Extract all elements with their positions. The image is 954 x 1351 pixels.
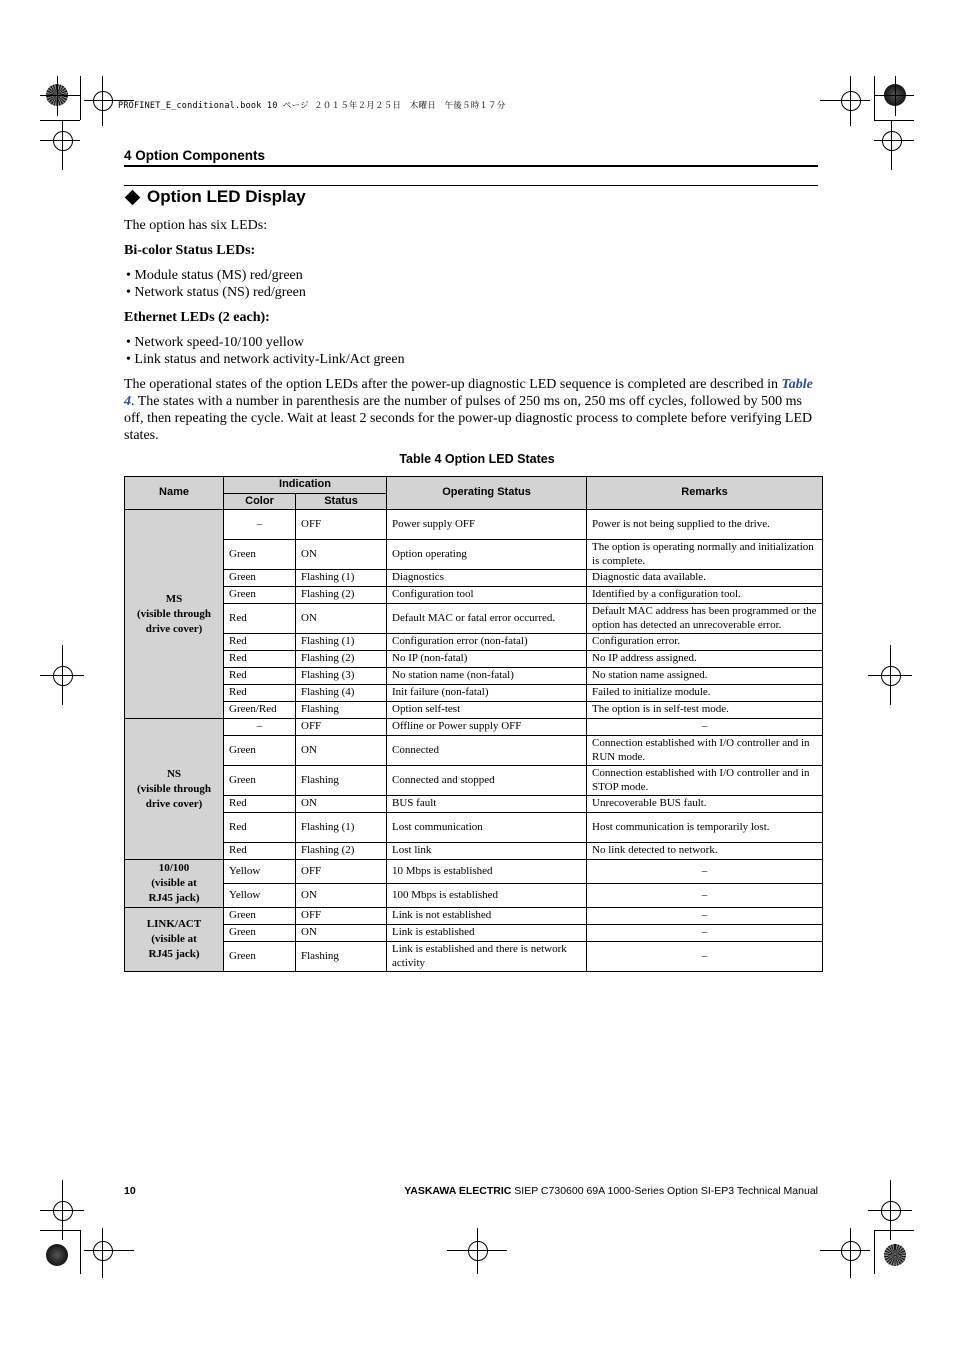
color-cell: Green [224, 570, 296, 587]
remarks-cell: – [587, 908, 823, 925]
led-name-line: RJ45 jack) [148, 892, 200, 904]
led-name-line: MS [165, 592, 183, 605]
table-row [125, 766, 823, 796]
remarks-cell: The option is in self-test mode. [587, 702, 823, 719]
operating-status-cell: Connected [387, 736, 587, 766]
table-row [125, 587, 823, 604]
paragraph-text: The operational states of the option LEDs after the power-up diagnostic LED sequence is completed are described in [124, 377, 782, 392]
led-name-line: drive cover) [145, 622, 203, 635]
color-cell: Green [224, 942, 296, 972]
color-cell: Red [224, 843, 296, 860]
crosshair-icon [841, 1241, 861, 1261]
remarks-cell: Failed to initialize module. [587, 685, 823, 702]
remarks-cell: – [587, 925, 823, 942]
table-4-link[interactable]: Table 4 [124, 377, 813, 409]
table-row [125, 843, 823, 860]
operating-status-cell: 100 Mbps is established [387, 884, 587, 908]
table-row [125, 908, 823, 925]
table-row [125, 736, 823, 766]
operating-status-cell: Offline or Power supply OFF [387, 719, 587, 736]
remarks-cell: Unrecoverable BUS fault. [587, 796, 823, 813]
table-row [125, 634, 823, 651]
table-row [125, 540, 823, 570]
status-cell: Flashing (1) [296, 813, 387, 843]
status-cell: ON [296, 540, 387, 570]
table-row [125, 884, 823, 908]
operating-status-cell: No station name (non-fatal) [387, 668, 587, 685]
operating-status-cell: Link is established [387, 925, 587, 942]
header-operating-status: Operating Status [387, 477, 587, 510]
table-row [125, 668, 823, 685]
remarks-cell: Configuration error. [587, 634, 823, 651]
diamond-bullet-icon [125, 189, 141, 205]
color-cell: – [224, 510, 296, 540]
operating-status-cell: Configuration tool [387, 587, 587, 604]
page-title-row [124, 187, 306, 207]
intro-text: The option has six LEDs: [124, 218, 268, 233]
bicolor-heading: Bi-color Status LEDs: [124, 243, 256, 258]
led-name-line: RJ45 jack) [148, 948, 200, 960]
file-header: PROFINET_E_conditional.book 10 ページ ２０１５年２月２５日 木曜日 午後５時１７分 [118, 101, 506, 111]
remarks-cell: Connection established with I/O controller and in STOP mode. [587, 766, 823, 796]
color-cell: Yellow [224, 884, 296, 908]
operating-status-cell: Option operating [387, 540, 587, 570]
table-row [125, 860, 823, 884]
operating-status-cell: Power supply OFF [387, 510, 587, 540]
paragraph-text: . The states with a number in parenthesis are the number of pulses of 250 ms on, 250 ms off cycles, followed by 500 ms off, then repeating the cycle. Wait at least 2 seconds for the power-up diagnostic process to complete before verifying LED states. [124, 394, 813, 443]
led-name-line: (visible at [151, 933, 197, 945]
operating-status-cell: Option self-test [387, 702, 587, 719]
status-cell: OFF [296, 510, 387, 540]
color-cell: Red [224, 685, 296, 702]
color-cell: Green [224, 540, 296, 570]
remarks-cell: Diagnostic data available. [587, 570, 823, 587]
led-name-line: NS [166, 767, 182, 780]
table-row [125, 651, 823, 668]
crosshair-icon [881, 666, 901, 686]
led-name-line: (visible at [151, 877, 197, 889]
status-cell: Flashing [296, 702, 387, 719]
table-row [125, 719, 823, 736]
remarks-cell: – [587, 719, 823, 736]
status-cell: Flashing (1) [296, 634, 387, 651]
operating-status-cell: Connected and stopped [387, 766, 587, 796]
operating-status-cell: Init failure (non-fatal) [387, 685, 587, 702]
table-row [125, 942, 823, 972]
ethernet-heading: Ethernet LEDs (2 each): [124, 310, 270, 325]
led-name-cell [125, 510, 224, 719]
crosshair-icon [841, 91, 861, 111]
crosshair-icon [53, 666, 73, 686]
description-paragraph [124, 376, 816, 444]
status-cell: OFF [296, 908, 387, 925]
status-cell: ON [296, 925, 387, 942]
color-cell: Red [224, 668, 296, 685]
color-cell: Green [224, 587, 296, 604]
table-row [125, 925, 823, 942]
status-cell: ON [296, 796, 387, 813]
status-cell: Flashing (2) [296, 587, 387, 604]
operating-status-cell: Configuration error (non-fatal) [387, 634, 587, 651]
color-cell: Red [224, 651, 296, 668]
remarks-cell: The option is operating normally and initialization is complete. [587, 540, 823, 570]
crosshair-icon [53, 131, 73, 151]
crosshair-icon [93, 91, 113, 111]
list-item: • Network status (NS) red/green [126, 284, 306, 301]
color-cell: Yellow [224, 860, 296, 884]
operating-status-cell: 10 Mbps is established [387, 860, 587, 884]
title-rule [124, 185, 818, 186]
led-states-table [124, 476, 823, 972]
color-cell: Red [224, 796, 296, 813]
led-name-line: drive cover) [145, 797, 203, 810]
led-name-line: (visible through [136, 607, 212, 620]
operating-status-cell: Diagnostics [387, 570, 587, 587]
section-rule [124, 165, 818, 167]
crosshair-icon [882, 131, 902, 151]
table-caption: Table 4 Option LED States [399, 452, 555, 466]
crosshair-icon [93, 1241, 113, 1261]
status-cell: ON [296, 736, 387, 766]
operating-status-cell: No IP (non-fatal) [387, 651, 587, 668]
status-cell: ON [296, 604, 387, 634]
list-item: • Module status (MS) red/green [126, 267, 306, 284]
header-name: Name [125, 477, 224, 510]
status-cell: Flashing (2) [296, 651, 387, 668]
list-item: • Network speed-10/100 yellow [126, 334, 405, 351]
remarks-cell: No station name assigned. [587, 668, 823, 685]
color-cell: Red [224, 604, 296, 634]
operating-status-cell: Lost link [387, 843, 587, 860]
table-row [125, 702, 823, 719]
remarks-cell: Host communication is temporarily lost. [587, 813, 823, 843]
remarks-cell: – [587, 860, 823, 884]
status-cell: Flashing [296, 766, 387, 796]
status-cell: Flashing (3) [296, 668, 387, 685]
led-name-line: LINK/ACT [146, 918, 202, 930]
page-title: Option LED Display [147, 187, 306, 206]
remarks-cell: No IP address assigned. [587, 651, 823, 668]
remarks-cell: No link detected to network. [587, 843, 823, 860]
color-cell: – [224, 719, 296, 736]
footer-doc-title [300, 1185, 818, 1197]
table-row [125, 510, 823, 540]
operating-status-cell: Link is established and there is network activity [387, 942, 587, 972]
table-row [125, 570, 823, 587]
table-row [125, 813, 823, 843]
table-body [125, 510, 823, 972]
operating-status-cell: BUS fault [387, 796, 587, 813]
led-name-line: 10/100 [158, 862, 190, 874]
remarks-cell: Identified by a configuration tool. [587, 587, 823, 604]
color-cell: Red [224, 634, 296, 651]
remarks-cell: – [587, 942, 823, 972]
crosshair-icon [468, 1241, 488, 1261]
color-cell: Green [224, 766, 296, 796]
status-cell: OFF [296, 719, 387, 736]
led-name-cell [125, 860, 224, 908]
status-cell: Flashing (1) [296, 570, 387, 587]
section-header: 4 Option Components [124, 148, 265, 163]
remarks-cell: Default MAC address has been programmed or the option has detected an unrecoverable error. [587, 604, 823, 634]
footer-brand: YASKAWA ELECTRIC [404, 1185, 512, 1197]
ethernet-list [126, 334, 405, 368]
header-color: Color [224, 493, 296, 510]
led-name-cell [125, 908, 224, 972]
color-cell: Green [224, 908, 296, 925]
table-row [125, 685, 823, 702]
color-cell: Green/Red [224, 702, 296, 719]
page-number: 10 [124, 1185, 136, 1197]
status-cell: Flashing [296, 942, 387, 972]
registration-disc-icon [46, 1244, 68, 1266]
header-status: Status [296, 493, 387, 510]
list-item: • Link status and network activity-Link/Act green [126, 351, 405, 368]
registration-disc-icon [884, 1244, 906, 1266]
crosshair-icon [53, 1201, 73, 1221]
led-name-cell [125, 719, 224, 860]
crosshair-icon [881, 1201, 901, 1221]
status-cell: Flashing (2) [296, 843, 387, 860]
color-cell: Green [224, 925, 296, 942]
operating-status-cell: Default MAC or fatal error occurred. [387, 604, 587, 634]
bicolor-list [126, 267, 306, 301]
table-row [125, 796, 823, 813]
status-cell: OFF [296, 860, 387, 884]
operating-status-cell: Link is not established [387, 908, 587, 925]
remarks-cell: Power is not being supplied to the drive. [587, 510, 823, 540]
status-cell: ON [296, 884, 387, 908]
status-cell: Flashing (4) [296, 685, 387, 702]
table-row [125, 604, 823, 634]
header-remarks: Remarks [587, 477, 823, 510]
operating-status-cell: Lost communication [387, 813, 587, 843]
remarks-cell: Connection established with I/O controller and in RUN mode. [587, 736, 823, 766]
header-indication: Indication [224, 477, 387, 494]
color-cell: Green [224, 736, 296, 766]
color-cell: Red [224, 813, 296, 843]
footer-doc: SIEP C730600 69A 1000-Series Option SI-EP3 Technical Manual [511, 1185, 818, 1197]
remarks-cell: – [587, 884, 823, 908]
led-name-line: (visible through [136, 782, 212, 795]
